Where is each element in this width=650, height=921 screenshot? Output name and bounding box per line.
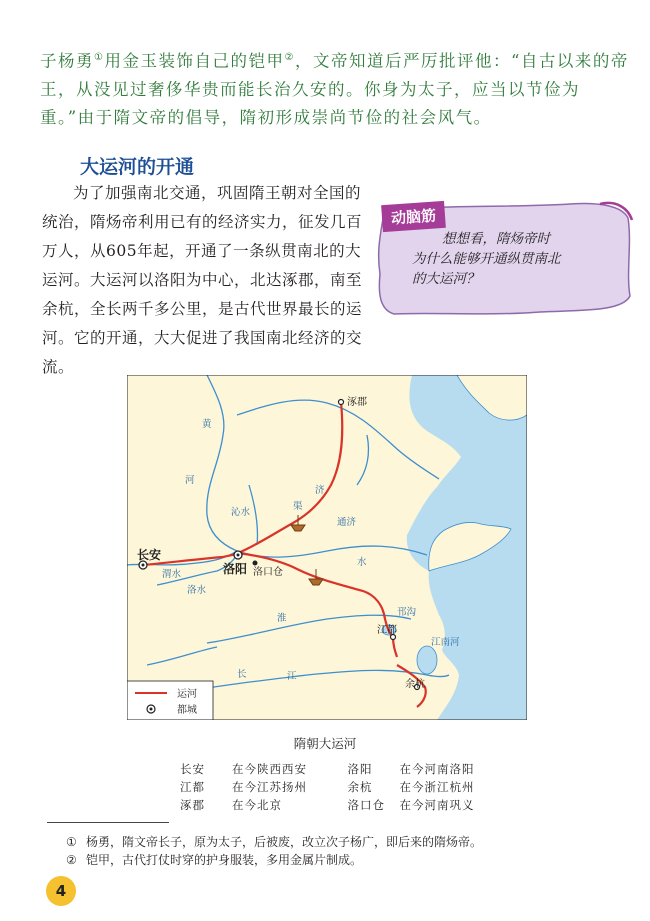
place-name: 江都 <box>180 780 205 794</box>
section-body: 为了加强南北交通，巩固隋王朝对全国的统治，隋炀帝利用已有的经济实力，征发几百万人，从605年起，开通了一条纵贯南北的大运河。大运河以洛阳为中心，北达涿郡，南至余杭，全长两千多公里，是古代世界最长的运河。它的开通，大大促进了我国南北经济的交流。 <box>42 184 363 376</box>
table-row <box>180 760 515 778</box>
river-label-jiang: 江 <box>287 671 297 682</box>
footnote-text: 杨勇，隋文帝长子，原为太子，后被废，改立次子杨广，即后来的隋炀帝。 <box>86 835 483 849</box>
footnote-mark: ① <box>66 835 77 849</box>
place-name: 洛阳 <box>347 762 373 776</box>
footnote-ref-1[interactable]: ① <box>94 52 105 63</box>
place-desc: 在今江苏扬州 <box>232 780 307 794</box>
footnote-item <box>66 833 626 851</box>
canal-label-ji: 济 <box>315 485 325 496</box>
place-desc: 在今陕西西安 <box>232 762 307 776</box>
place-name-table <box>180 760 515 814</box>
legend-capital-label: 都城 <box>177 705 197 716</box>
intro-text-2: 用金玉装饰自己的铠甲 <box>104 51 285 71</box>
think-line-2: 为什么能够开通纵贯南北 <box>412 251 561 267</box>
footnote-ref-2[interactable]: ② <box>284 52 295 63</box>
footnote-divider <box>47 822 169 823</box>
taihu-lake <box>417 646 437 674</box>
place-name: 长安 <box>180 762 205 776</box>
capital-marker-changan-dot <box>142 564 145 567</box>
map-legend <box>127 681 213 720</box>
intro-text-3: ，文帝知道后严厉批评他：“自古以来的帝王，从没见过奢侈华贵而能长治久安的。你身为太子，应当以节俭为重。”由于隋文帝的倡导，隋初形成崇尚节俭的社会风气。 <box>40 51 629 127</box>
intro-text-1: 子杨勇 <box>40 51 94 71</box>
place-desc: 在今北京 <box>232 798 282 812</box>
think-question <box>412 229 617 289</box>
city-label-changan: 长安 <box>137 548 162 562</box>
city-dot-luokoucang <box>253 561 258 566</box>
city-label-luokoucang: 洛口仓 <box>253 567 283 578</box>
intro-paragraph <box>40 44 630 132</box>
place-name: 涿郡 <box>180 798 205 812</box>
river-label-huai: 淮 <box>277 613 287 624</box>
canal-label-shui: 水 <box>357 557 367 568</box>
place-desc: 在今河南洛阳 <box>399 762 475 776</box>
place-desc: 在今浙江杭州 <box>399 780 475 794</box>
think-line-3: 的大运河？ <box>412 271 480 287</box>
canal-label-tongji: 通济 <box>337 517 357 528</box>
canal-label-han: 邗沟 <box>397 607 417 618</box>
footnote-text: 铠甲，古代打仗时穿的护身服装，多用金属片制成。 <box>86 853 363 867</box>
river-label-luo: 洛水 <box>187 585 207 596</box>
page-number: 4 <box>46 876 76 906</box>
section-title: 大运河的开通 <box>80 156 195 178</box>
river-label-qin: 沁水 <box>231 507 251 518</box>
think-tag: 动脑筋 <box>381 201 446 232</box>
river-label-wei: 渭水 <box>162 569 182 580</box>
city-label-zhuojun: 涿郡 <box>347 397 367 408</box>
canal-label-jiangnan: 江南河 <box>431 637 460 648</box>
place-name: 洛口仓 <box>347 798 385 812</box>
city-dot-zhuojun <box>339 400 344 405</box>
footnotes <box>66 833 626 869</box>
canal-label-channel: 渠 <box>293 501 303 512</box>
city-label-luoyang: 洛阳 <box>223 562 248 576</box>
place-desc: 在今河南巩义 <box>399 798 475 812</box>
footnote-item <box>66 851 626 869</box>
footnote-mark: ② <box>66 853 77 867</box>
grand-canal-map <box>127 375 527 720</box>
city-label-jiangdu: 江都 <box>377 625 397 636</box>
city-label-yuhang: 余杭 <box>405 679 425 690</box>
table-row <box>180 796 515 814</box>
legend-canal-label: 运河 <box>177 689 197 700</box>
table-row <box>180 778 515 796</box>
place-name: 余杭 <box>347 780 373 794</box>
river-label-huang: 黄 <box>202 419 212 430</box>
river-label-chang: 长 <box>237 669 247 680</box>
map-caption: 隋朝大运河 <box>293 736 357 751</box>
river-label-he: 河 <box>185 475 195 486</box>
think-line-1: 想想看，隋炀帝时 <box>442 231 550 247</box>
legend-box <box>127 681 213 720</box>
legend-capital-swatch-dot <box>150 708 153 711</box>
capital-marker-luoyang-dot <box>237 554 240 557</box>
